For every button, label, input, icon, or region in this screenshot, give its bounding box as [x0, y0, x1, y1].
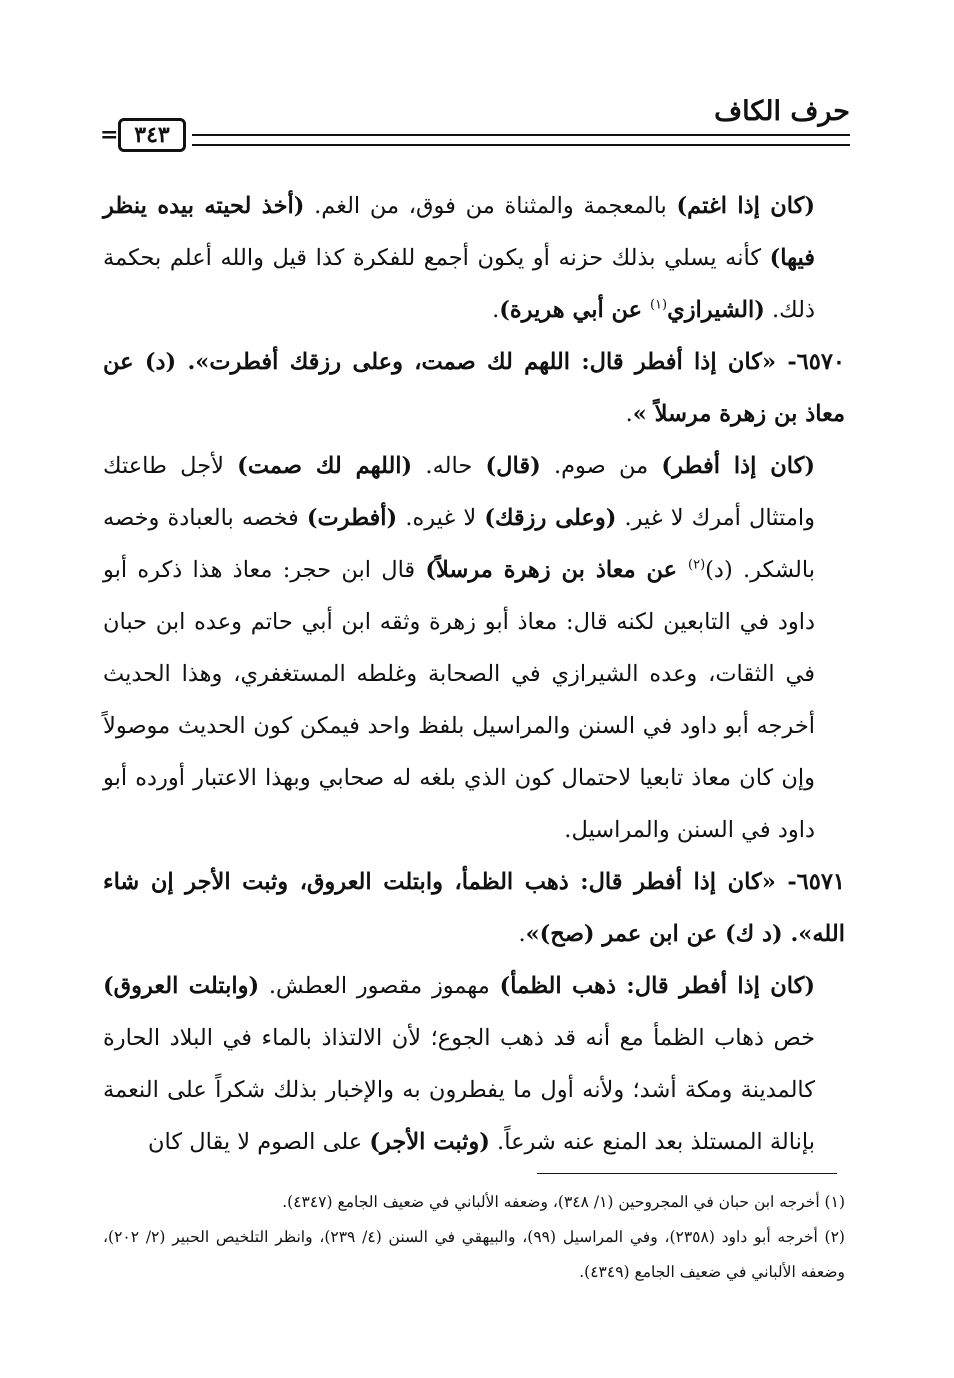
footnote-marker: (١) — [649, 297, 668, 313]
quote-phrase: (اللهم لك صمت) — [237, 453, 413, 479]
commentary-text: مهموز مقصور العطش. — [259, 973, 500, 999]
hadith-6571 — [103, 856, 845, 960]
quote-phrase: (قال) — [485, 453, 541, 479]
footnote-marker: (٢) — [688, 557, 706, 573]
quote-phrase: (وابتلت العروق) — [103, 973, 260, 999]
chapter-title: حرف الكاف — [714, 96, 850, 127]
body-text — [103, 180, 845, 1168]
hadith-number: ٦٥٧١- — [775, 869, 846, 895]
commentary-text: خص ذهاب الظمأ مع أنه قد ذهب الجوع؛ لأن الالتذاذ بالماء في البلاد الحارة كالمدينة ومكة أشد؛ ولأنه أول ما يفطرون به والإخبار بذلك شكراً على النعمة بإنالة المستلذ بعد المنع عنه شرعاً. — [103, 1025, 815, 1155]
hadith-text: «كان إذا أفطر قال: ذهب الظمأ، وابتلت العروق، وثبت الأجر إن شاء الله». (د ك) عن ابن عمر (صح)» — [103, 869, 845, 947]
commentary-text: . — [492, 297, 500, 323]
page-number: ٣٤٣ — [118, 118, 186, 152]
commentary-text: من صوم. — [540, 453, 662, 479]
source-ref: عن أبي هريرة) — [499, 297, 650, 323]
commentary-text: قال ابن حجر: معاذ هذا ذكره أبو داود في التابعين لكنه قال: معاذ أبو زهرة وثقه ابن أبي حاتم وعده ابن حبان في الثقات، وعده الشيرازي في الصحابة وغلطه المستغفري، وهذا الحديث أخرجه أبو داود في السنن والمراسيل بلفظ واحد فيمكن كون الحديث موصولاً وإن كان معاذ تابعيا لاحتمال كون الذي بلغه له صحابي وبهذا الاعتبار أورده أبو داود في السنن والمراسيل. — [103, 557, 815, 843]
quote-phrase: (كان إذا أفطر) — [661, 453, 816, 479]
commentary-text: كأنه يسلي بذلك حزنه أو يكون أجمع للفكرة كذا قيل والله أعلم بحكمة ذلك. — [103, 245, 815, 323]
quote-phrase: (وثبت الأجر) — [369, 1129, 490, 1155]
source-ref: عن معاذ بن زهرة مرسلاً) — [425, 557, 688, 583]
source-ref: (الشيرازي — [667, 297, 765, 323]
commentary-text: بالمعجمة والمثناة من فوق، من الغم. — [304, 193, 677, 219]
footnotes — [103, 1185, 845, 1290]
commentary-paragraph-2 — [103, 440, 845, 856]
hadith-end: . — [518, 921, 526, 947]
page-header — [100, 92, 850, 157]
header-rule — [192, 134, 850, 146]
quote-phrase: (أفطرت) — [306, 505, 398, 531]
commentary-text: على الصوم لا يقال كان — [148, 1129, 370, 1155]
footnote-separator — [537, 1173, 837, 1174]
header-eq-mark: = — [100, 122, 119, 148]
quote-phrase: (كان إذا أفطر قال: ذهب الظمأ) — [499, 973, 816, 999]
footnote-1: (١) أخرجه ابن حبان في المجروحين (١/ ٣٤٨)، وضعفه الألباني في ضعيف الجامع (٤٣٤٧). — [282, 1193, 845, 1211]
commentary-paragraph-3 — [103, 960, 845, 1168]
commentary-text: لأجل طاعتك وامتثال أمرك لا غير. — [103, 453, 815, 531]
quote-phrase: (أخذ لحيته بيده ينظر فيها) — [103, 193, 815, 271]
hadith-text: «كان إذا أفطر قال: اللهم لك صمت، وعلى رزقك أفطرت». (د) عن معاذ بن زهرة مرسلاً » — [103, 349, 845, 427]
source-ref: (د) — [705, 557, 733, 583]
quote-phrase: (كان إذا اغتم) — [676, 193, 815, 219]
commentary-paragraph-1 — [103, 180, 845, 336]
commentary-text: حاله. — [412, 453, 486, 479]
hadith-6570 — [103, 336, 845, 440]
hadith-end: . — [625, 401, 633, 427]
footnote-2: (٢) أخرجه أبو داود (٢٣٥٨)، وفي المراسيل (٩٩)، والبيهقي في السنن (٤/ ٢٣٩)، وانظر التلخيص الحبير (٢/ ٢٠٢)، وضعفه الألباني في ضعيف الجامع (٤٣٤٩). — [103, 1228, 845, 1281]
commentary-text: لا غيره. — [397, 505, 485, 531]
quote-phrase: (وعلى رزقك) — [484, 505, 617, 531]
hadith-number: ٦٥٧٠- — [776, 349, 846, 375]
commentary-text: فخصه بالعبادة وخصه بالشكر. — [103, 505, 815, 583]
